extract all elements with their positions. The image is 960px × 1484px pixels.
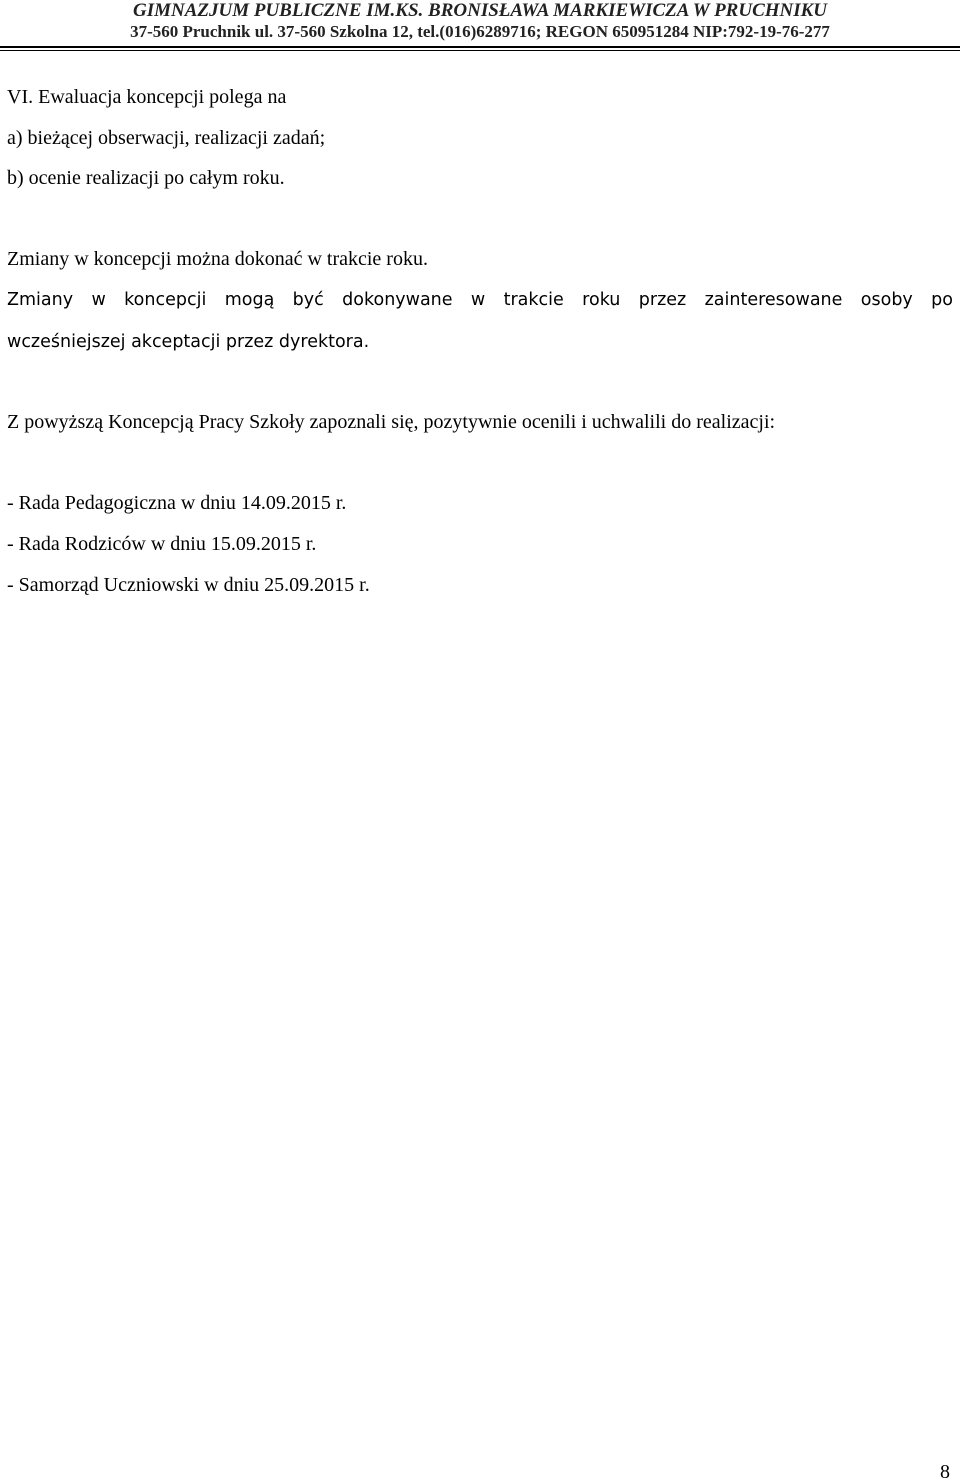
changes-line-2a: Zmiany w koncepcji mogą być dokonywane w trakcie roku przez zainteresowane osoby po bbox=[7, 290, 953, 310]
section-title: VI. Ewaluacja koncepcji polega na bbox=[7, 86, 287, 108]
header-divider bbox=[0, 46, 960, 51]
school-address: 37-560 Pruchnik ul. 37-560 Szkolna 12, tel.(016)6289716; REGON 650951284 NIP:792-19-76-277 bbox=[130, 22, 830, 41]
approval-item-parents-council: - Rada Rodziców w dniu 15.09.2015 r. bbox=[7, 533, 317, 555]
page-number: 8 bbox=[940, 1461, 950, 1483]
list-item-a: a) bieżącej obserwacji, realizacji zadań; bbox=[7, 127, 326, 149]
approval-intro: Z powyższą Koncepcją Pracy Szkoły zapoznali się, pozytywnie ocenili i uchwalili do realizacji: bbox=[7, 411, 776, 433]
list-item-b: b) ocenie realizacji po całym roku. bbox=[7, 167, 285, 189]
changes-line-1: Zmiany w koncepcji można dokonać w trakcie roku. bbox=[7, 248, 428, 270]
approval-item-pedagogical-council: - Rada Pedagogiczna w dniu 14.09.2015 r. bbox=[7, 492, 347, 514]
school-name: GIMNAZJUM PUBLICZNE IM.KS. BRONISŁAWA MARKIEWICZA W PRUCHNIKU bbox=[132, 0, 828, 21]
changes-line-2b: wcześniejszej akceptacji przez dyrektora. bbox=[7, 332, 370, 352]
approval-item-student-council: - Samorząd Uczniowski w dniu 25.09.2015 r. bbox=[7, 574, 370, 596]
